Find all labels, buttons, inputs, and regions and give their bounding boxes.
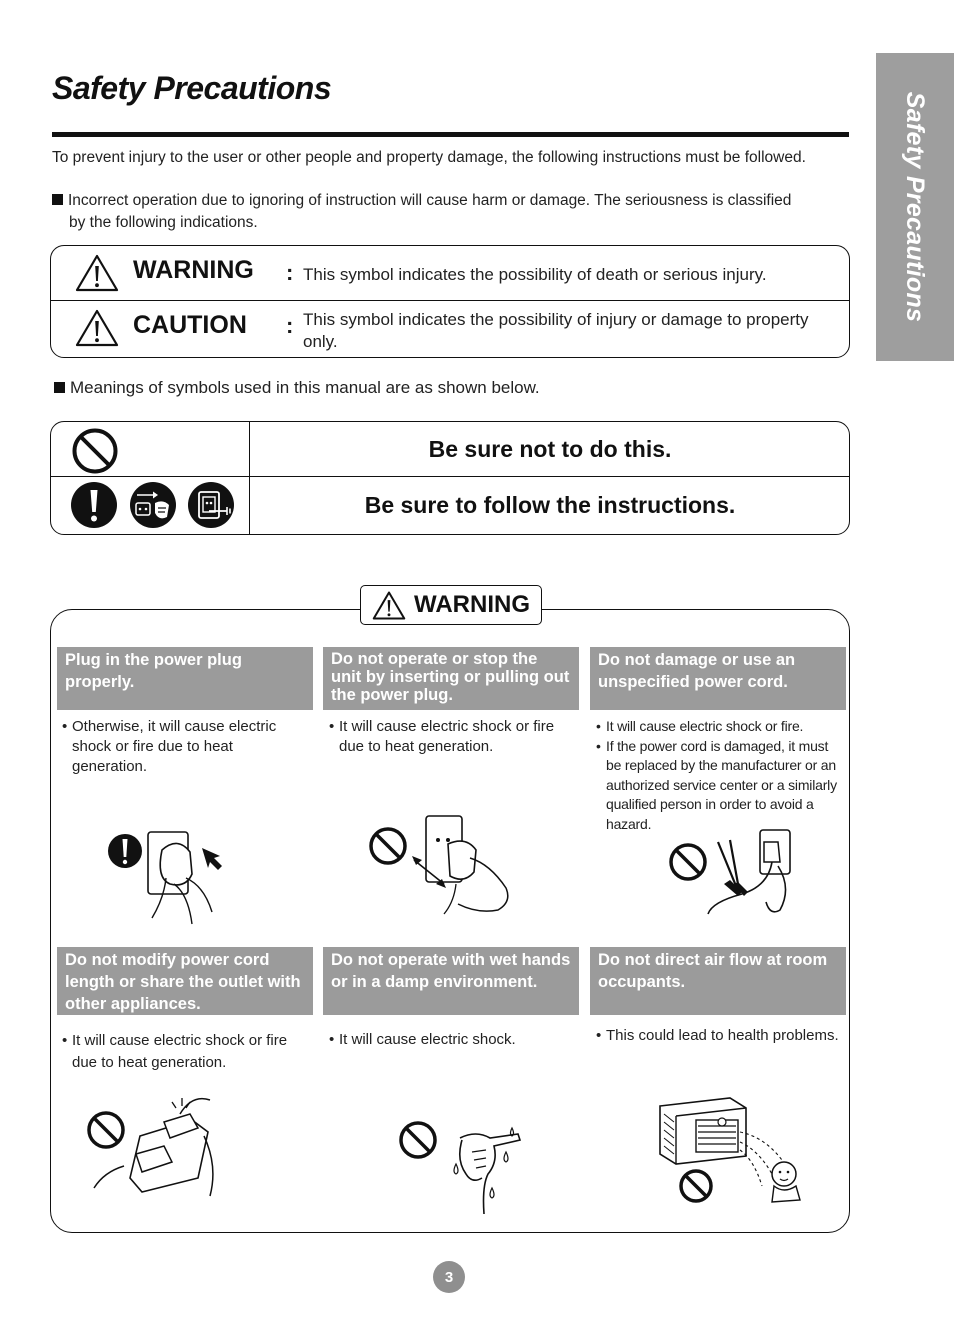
caution-triangle-icon [75,309,119,347]
bullet-dot: • [62,718,68,735]
unplug-icon [129,481,177,529]
card-heading: Do not direct air flow at room occupants. [590,947,846,1015]
signal-description-caution: This symbol indicates the possibility of injury or damage to property only. [303,310,809,351]
card-text [329,717,575,757]
side-tab-label: Safety Precautions [901,91,930,323]
symbol-legend-table [50,421,850,535]
plug-pull-illustration [364,810,524,920]
card-bullet: This could lead to health problems. [606,1027,839,1044]
warning-label-text: WARNING [414,591,530,618]
ground-icon [187,481,235,529]
card-text [329,1030,577,1050]
card-text [596,717,844,834]
card-heading: Plug in the power plug properly. [57,647,313,710]
bullet-dot: • [596,1027,602,1044]
legend-meaning-prohibit: Be sure not to do this. [428,435,672,462]
plug-in-illustration [104,818,254,926]
intro-paragraph: To prevent injury to the user or other people and property damage, the following instructions must be followed. [52,149,806,166]
card-bullet: It will cause electric shock or fire due to heat generation. [72,1032,288,1071]
card-bullet: If the power cord is damaged, it must be replaced by the manufacturer or an authorized service center or a similarly qualified person in order to avoid a hazard. [606,737,837,832]
signal-description-warning: This symbol indicates the possibility of death or serious injury. [303,265,767,284]
signal-word-warning: WARNING [133,256,254,284]
signal-colon: : [286,260,294,285]
title-rule [52,132,849,137]
card-text [62,1030,310,1074]
signal-row-warning [51,246,849,300]
signal-word-table [50,245,850,358]
intro-note [52,190,842,234]
card-text [62,717,308,777]
bullet-dot: • [329,1031,335,1048]
card-heading: Do not modify power cord length or share the outlet with other appliances. [57,947,313,1015]
card-bullet: It will cause electric shock. [339,1031,516,1048]
bullet-dot: • [62,1032,68,1049]
multi-outlet-illustration [84,1096,224,1202]
damaged-cord-illustration [668,826,802,918]
card-bullet: It will cause electric shock or fire. [606,718,804,734]
symbols-note-text: Meanings of symbols used in this manual are as shown below. [70,378,540,397]
signal-row-caution [51,301,849,355]
card-bullet: Otherwise, it will cause electric shock or fire due to heat generation. [72,718,277,775]
square-bullet-icon [54,382,65,393]
intro-note-line1: Incorrect operation due to ignoring of instruction will cause harm or damage. The seriousness is classified [68,192,792,209]
bullet-dot: • [329,718,335,735]
intro-note-line2: by the following indications. [69,214,258,231]
bullet-dot: • [596,737,601,754]
legend-meaning-follow: Be sure to follow the instructions. [364,491,736,518]
page-number: 3 [433,1261,465,1293]
card-bullet: It will cause electric shock or fire due to heat generation. [339,718,555,755]
card-heading: Do not operate or stop the unit by inserting or pulling out the power plug. [323,647,579,710]
legend-vertical-divider [249,422,250,534]
signal-colon: : [286,313,294,338]
side-tab [876,53,954,361]
mandatory-icon [70,481,118,529]
warning-triangle-icon [75,254,119,292]
square-bullet-icon [52,194,63,205]
prohibition-icon [71,427,119,475]
wet-hands-illustration [396,1118,532,1214]
airflow-illustration [656,1092,816,1208]
warning-label [360,585,542,625]
warning-triangle-icon [372,591,406,620]
card-heading: Do not operate with wet hands or in a damp environment. [323,947,579,1015]
signal-word-caution: CAUTION [133,311,247,339]
bullet-dot: • [596,718,601,734]
card-text [596,1025,844,1047]
page-title: Safety Precautions [52,70,332,106]
symbols-note [54,378,540,398]
card-heading: Do not damage or use an unspecified power cord. [590,647,846,710]
legend-horizontal-divider [51,476,849,477]
